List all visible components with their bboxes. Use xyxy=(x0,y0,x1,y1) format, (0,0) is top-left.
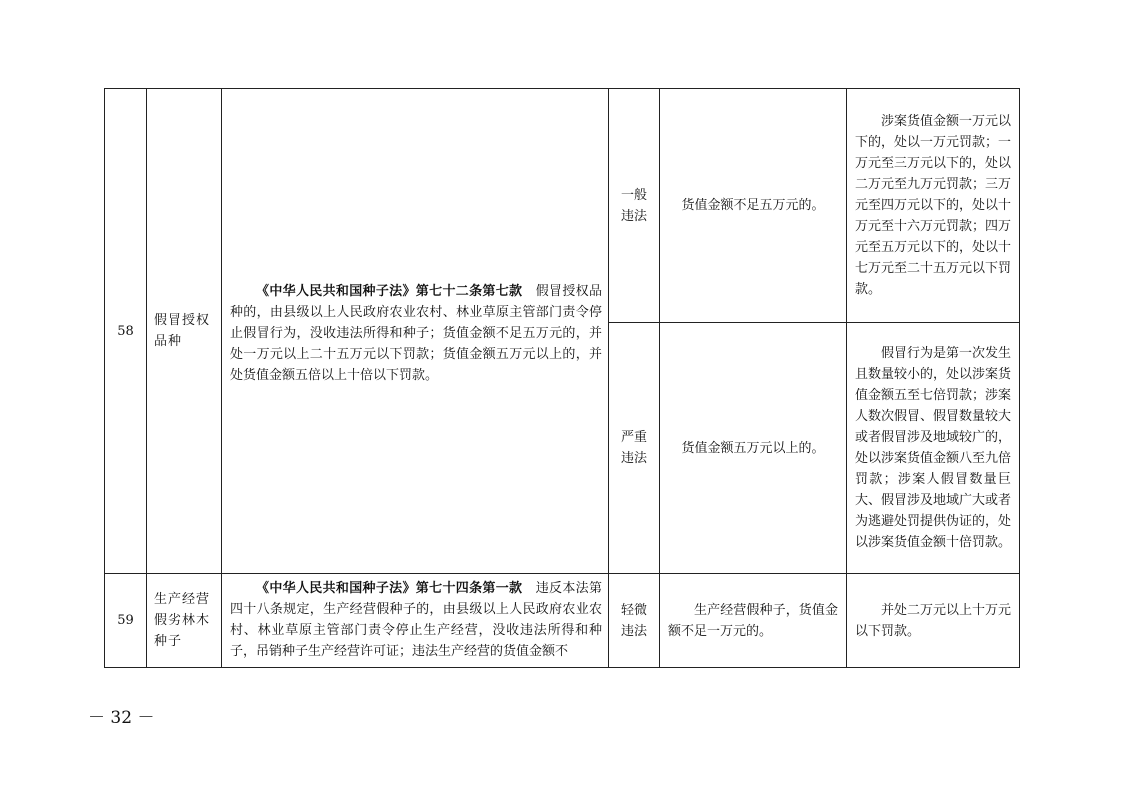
violation-item: 假冒授权品种 xyxy=(147,89,222,574)
law-body: 假冒授权品种的，由县级以上人民政府农业农村、林业草原主管部门责令停止假冒行为，没收违法所得和种子；货值金额不足五万元的，并处一万元以上二十五万元以下罚款；货值金额五万元以上的，并处货值金额五倍以上十倍以下罚款。 xyxy=(230,283,602,383)
table-row xyxy=(105,574,1020,668)
penalty-standard: 假冒行为是第一次发生且数量较小的，处以涉案货值金额五至七倍罚款；涉案人数次假冒、假冒数量较大或者假冒涉及地域较广的，处以涉案货值金额八至九倍罚款；涉案人假冒数量巨大、假冒涉及地域广大或者为逃避处罚提供伪证的，处以涉案货值金额十倍罚款。 xyxy=(847,323,1020,574)
violation-condition: 生产经营假种子，货值金额不足一万元的。 xyxy=(660,574,847,668)
law-title: 《中华人民共和国种子法》第七十四条第一款 xyxy=(256,581,523,596)
penalty-standard: 涉案货值金额一万元以下的，处以一万元罚款；一万元至三万元以下的，处以二万元至九万元罚款；三万元至四万元以下的，处以十万元至十六万元罚款；四万元至五万元以下的，处以十七万元至二十五万元以下罚款。 xyxy=(847,89,1020,323)
violation-class: 一般违法 xyxy=(609,89,660,323)
legal-basis-text xyxy=(230,574,602,666)
violation-condition: 货值金额五万元以上的。 xyxy=(660,323,847,574)
legal-basis-text xyxy=(230,277,602,386)
violation-class: 轻微违法 xyxy=(609,574,660,668)
violation-item: 生产经营假劣林木种子 xyxy=(147,574,222,668)
page-number: － 32 － xyxy=(88,708,155,728)
legal-basis xyxy=(222,574,609,668)
law-body: 违反本法第四十八条规定，生产经营假种子的，由县级以上人民政府农业农村、林业草原主管部门责令停止生产经营，没收违法所得和种子，吊销种子生产经营许可证；违法生产经营的货值金额不 xyxy=(230,581,602,659)
penalty-table xyxy=(104,88,1019,668)
row-number: 59 xyxy=(105,574,147,668)
law-title: 《中华人民共和国种子法》第七十二条第七款 xyxy=(256,283,523,299)
table-row xyxy=(105,89,1020,323)
legal-basis xyxy=(222,89,609,574)
violation-class: 严重违法 xyxy=(609,323,660,574)
row-number: 58 xyxy=(105,89,147,574)
penalty-standard: 并处二万元以上十万元以下罚款。 xyxy=(847,574,1020,668)
violation-condition: 货值金额不足五万元的。 xyxy=(660,89,847,323)
